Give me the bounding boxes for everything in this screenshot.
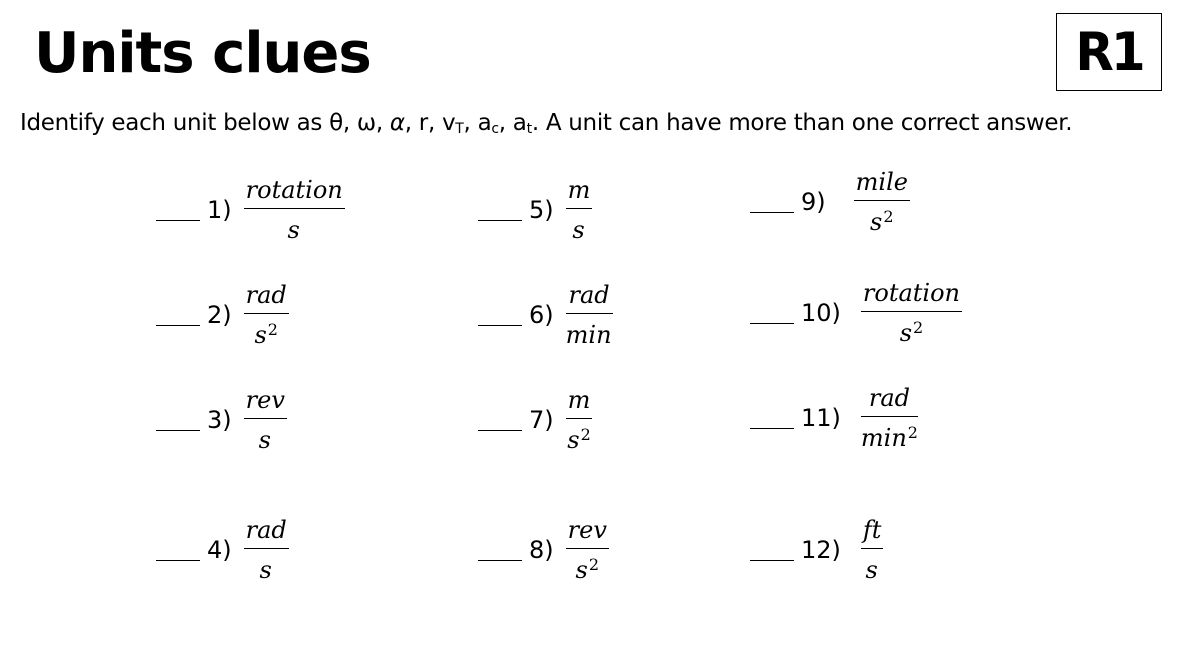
numerator: rotation [862,279,961,307]
question-item [478,170,592,250]
instructions-part: , a [463,110,492,136]
instructions [20,110,1072,137]
question-number: 6) [529,301,554,329]
numerator: rev [245,386,285,414]
denominator-base: s [575,556,588,584]
question-item [478,275,613,355]
unit-fraction [861,281,962,345]
denominator-base: min [860,424,907,452]
denominator [900,312,924,345]
answer-blank[interactable] [750,427,794,429]
question-number: 4) [207,536,232,564]
question-number: 8) [529,536,554,564]
denominator-exponent: 2 [907,423,918,442]
numerator: m [567,386,591,414]
answer-blank[interactable] [156,559,200,561]
question-item [478,380,592,460]
question-number: 5) [529,196,554,224]
numerator: ft [862,516,882,544]
denominator [861,417,918,450]
denominator-base: s [287,216,300,244]
denominator [866,549,879,582]
denominator [288,209,301,242]
denominator-exponent: 2 [883,207,894,226]
unit-fraction [566,518,609,582]
numerator: rad [245,281,287,309]
denominator-base: s [254,321,267,349]
unit-fraction [566,283,613,347]
question-number: 12) [801,536,841,564]
answer-blank[interactable] [478,429,522,431]
denominator-base: s [865,556,878,584]
denominator [576,549,600,582]
numerator: rad [568,281,610,309]
question-item [156,510,289,590]
unit-fraction [566,178,593,242]
question-number: 7) [529,406,554,434]
question-number: 3) [207,406,232,434]
answer-blank[interactable] [750,322,794,324]
numerator: mile [855,168,908,196]
answer-blank[interactable] [750,559,794,561]
answer-blank[interactable] [478,324,522,326]
numerator: rotation [245,176,343,204]
unit-fraction [244,283,289,347]
badge-label: R1 [1075,21,1143,83]
instructions-alpha: α [389,110,405,136]
unit-fraction [854,170,910,234]
denominator [566,314,613,347]
unit-fraction [861,518,884,582]
unit-fraction [566,388,593,452]
answer-blank[interactable] [156,429,200,431]
question-item [156,380,287,460]
unit-fraction [861,386,918,450]
denominator [254,314,278,347]
question-number: 1) [207,196,232,224]
instructions-subscript: c [491,121,499,137]
denominator [870,201,894,234]
denominator [567,419,591,452]
instructions-part: Identify each unit below as θ, ω, [20,110,390,136]
numerator: m [567,176,591,204]
answer-blank[interactable] [750,211,794,213]
denominator-base: s [259,556,272,584]
instructions-subscript: T [455,121,464,137]
unit-fraction [244,518,289,582]
denominator-base: s [870,208,883,236]
instructions-part: , a [498,110,527,136]
question-item [156,275,289,355]
question-number: 11) [801,404,841,432]
denominator-base: s [567,426,580,454]
denominator-base: s [572,216,585,244]
denominator-exponent: 2 [580,425,591,444]
denominator [260,549,273,582]
answer-blank[interactable] [478,219,522,221]
numerator: rad [245,516,287,544]
instructions-part: , r, v [404,110,456,136]
instructions-part: . A unit can have more than one correct answer. [531,110,1073,136]
denominator-base: min [565,321,612,349]
instructions-subscript: t [526,121,532,137]
slide-code-badge [1056,13,1162,91]
denominator-base: s [899,319,913,347]
answer-blank[interactable] [478,559,522,561]
question-number: 10) [801,299,841,327]
unit-fraction [244,178,345,242]
numerator: rev [567,516,607,544]
denominator-exponent: 2 [588,555,600,574]
denominator [572,209,585,242]
question-item [478,510,609,590]
denominator-exponent: 2 [267,320,278,339]
answer-blank[interactable] [156,324,200,326]
question-item [750,162,910,242]
question-item [750,273,962,353]
question-item [750,378,918,458]
denominator-base: s [258,426,271,454]
question-number: 2) [207,301,232,329]
question-item [156,170,345,250]
denominator-exponent: 2 [913,318,924,337]
answer-blank[interactable] [156,219,200,221]
unit-fraction [244,388,287,452]
question-number: 9) [801,188,826,216]
question-item [750,510,883,590]
page-title: Units clues [34,21,371,86]
numerator: rad [868,384,911,412]
denominator [259,419,272,452]
